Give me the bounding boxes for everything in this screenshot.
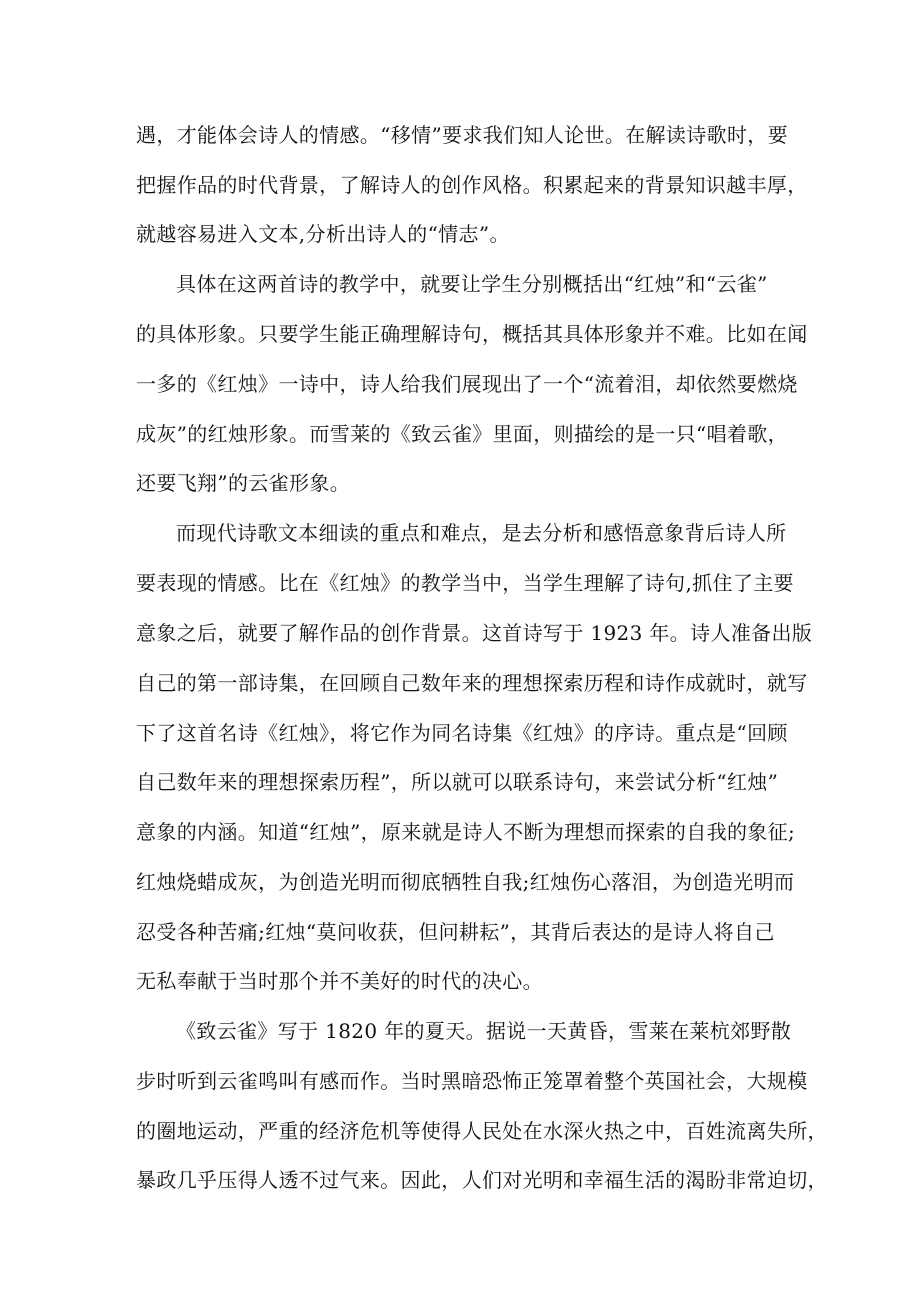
text-line: 步时听到云雀鸣叫有感而作。当时黑暗恐怖正笼罩着整个英国社会，大规模	[136, 1069, 808, 1093]
text-line: 下了这首名诗《红烛》，将它作为同名诗集《红烛》的序诗。重点是“回顾	[136, 721, 788, 745]
text-line: 自己数年来的理想探索历程”，所以就可以联系诗句，来尝试分析“红烛”	[136, 770, 779, 794]
text-line: 还要飞翔”的云雀形象。	[136, 471, 351, 495]
text-line: 的圈地运动，严重的经济危机等使得人民处在水深火热之中，百姓流离失所，	[136, 1119, 828, 1143]
text-line: 就越容易进入文本,分析出诗人的“情志”。	[136, 222, 510, 246]
text-line: 要表现的情感。比在《红烛》的教学当中，当学生理解了诗句,抓住了主要	[136, 571, 794, 595]
text-line: 自己的第一部诗集，在回顾自己数年来的理想探索历程和诗作成就时，就写	[136, 671, 808, 695]
text-line: 暴政几乎压得人透不过气来。因此，人们对光明和幸福生活的渴盼非常迫切，	[136, 1168, 828, 1192]
text-line: 红烛烧蜡成灰，为创造光明而彻底牺牲自我;红烛伤心落泪，为创造光明而	[136, 870, 795, 894]
text-line: 忍受各种苦痛;红烛“莫问收获，但问耕耘”，其背后表达的是诗人将自己	[136, 920, 775, 944]
text-line: 意象的内涵。知道“红烛”，原来就是诗人不断为理想而探索的自我的象征;	[136, 820, 796, 844]
text-line: 成灰”的红烛形象。而雪莱的《致云雀》里面，则描绘的是一只“唱着歌，	[136, 422, 788, 446]
text-line: 的具体形象。只要学生能正确理解诗句，概括其具体形象并不难。比如在闻	[136, 322, 808, 346]
text-line: 一多的《红烛》一诗中，诗人给我们展现出了一个“流着泪，却依然要燃烧	[136, 372, 798, 396]
paragraph-start-line: 而现代诗歌文本细读的重点和难点，是去分析和感悟意象背后诗人所	[176, 521, 787, 545]
text-line: 遇，才能体会诗人的情感。“移情”要求我们知人论世。在解读诗歌时，要	[136, 123, 788, 147]
paragraph-start-line: 《致云雀》写于 1820 年的夏天。据说一天黄昏，雪莱在莱杭郊野散	[176, 1019, 792, 1043]
text-line: 无私奉献于当时那个并不美好的时代的决心。	[136, 969, 543, 993]
text-line: 把握作品的时代背景，了解诗人的创作风格。积累起来的背景知识越丰厚，	[136, 173, 808, 197]
paragraph-start-line: 具体在这两首诗的教学中，就要让学生分别概括出“红烛”和“云雀”	[176, 272, 768, 296]
text-line: 意象之后，就要了解作品的创作背景。这首诗写于 1923 年。诗人准备出版	[136, 621, 813, 645]
